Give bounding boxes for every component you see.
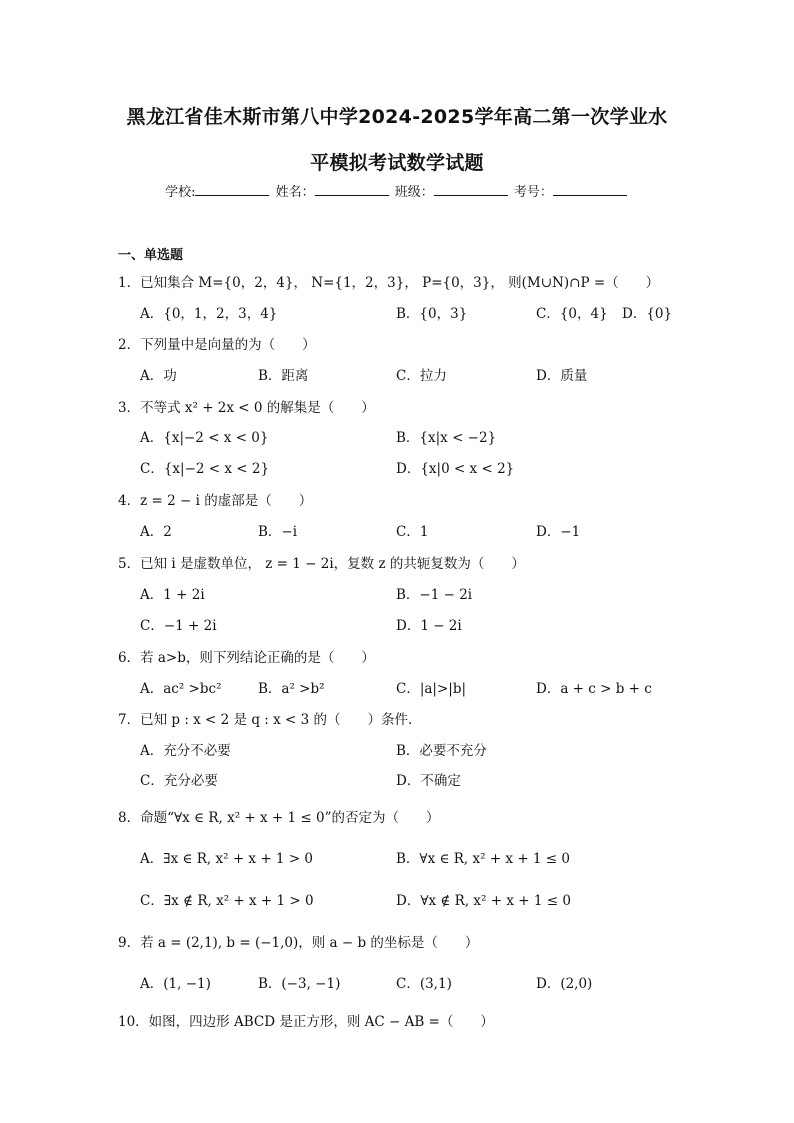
question-6-option-d: D．a + c > b + c <box>536 681 652 697</box>
question-3-option-c: C．{x|−2 < x < 2} <box>140 461 270 477</box>
school-label: 学校: <box>165 185 196 200</box>
question-1-option-a: A．{0，1，2，3，4} <box>140 306 278 322</box>
class-label: 班级： <box>394 185 434 200</box>
exam-number-label: 考号： <box>513 185 553 200</box>
school-blank <box>195 183 269 196</box>
exam-title-line2: 平模拟考试数学试题 <box>310 152 484 174</box>
question-1-option-b: B．{0，3} <box>396 306 468 322</box>
question-6-option-c: C．|a|>|b| <box>396 681 467 697</box>
question-4-stem: 4．z = 2 − i 的虚部是（ ） <box>118 493 313 509</box>
class-blank <box>434 183 508 196</box>
question-5-option-a: A．1 + 2i <box>140 587 205 603</box>
question-3-option-d: D．{x|0 < x < 2} <box>396 461 515 477</box>
question-8-option-c: C．∃x ∉ R, x² + x + 1 > 0 <box>140 893 314 909</box>
question-1-option-c: C．{0，4} <box>536 306 608 322</box>
question-9-option-d: D．(2,0) <box>536 976 593 992</box>
question-4-option-a: A．2 <box>140 524 172 540</box>
question-4-option-c: C．1 <box>396 524 429 540</box>
question-7-option-d: D．不确定 <box>396 773 461 789</box>
question-6-option-b: B．a² >b² <box>258 681 325 697</box>
question-4-option-d: D．−1 <box>536 524 581 540</box>
question-5-stem: 5．已知 i 是虚数单位， z = 1 − 2i，复数 z 的共轭复数为（ ） <box>118 556 525 572</box>
exam-title-line1: 黑龙江省佳木斯市第八中学2024-2025学年高二第一次学业水 <box>126 106 668 128</box>
question-9-stem: 9．若 a = (2,1), b = (−1,0)，则 a − b 的坐标是（ ） <box>118 935 479 951</box>
question-8-option-b: B．∀x ∈ R, x² + x + 1 ≤ 0 <box>396 851 571 867</box>
name-label: 姓名： <box>275 185 315 200</box>
question-3-option-b: B．{x|x < −2} <box>396 430 497 446</box>
question-9-option-c: C．(3,1) <box>396 976 452 992</box>
question-5-option-d: D．1 − 2i <box>396 618 462 634</box>
name-blank <box>315 183 389 196</box>
student-info-row <box>0 181 794 200</box>
question-2-option-a: A．功 <box>140 368 177 384</box>
question-10-stem: 10．如图，四边形 ABCD 是正方形，则 AC − AB =（ ） <box>118 1014 494 1030</box>
question-1-option-d: D．{0} <box>622 306 673 322</box>
question-9-option-a: A．(1, −1) <box>140 976 211 992</box>
question-9-option-b: B．(−3, −1) <box>258 976 341 992</box>
question-2-option-b: B．距离 <box>258 368 309 384</box>
question-6-stem: 6．若 a>b，则下列结论正确的是（ ） <box>118 650 375 666</box>
question-3-stem: 3．不等式 x² + 2x < 0 的解集是（ ） <box>118 400 375 416</box>
question-1-stem: 1．已知集合 M={0，2，4}， N={1，2，3}， P={0，3}， 则(M∪N)∩P =（ ） <box>118 275 660 291</box>
question-2-option-d: D．质量 <box>536 368 588 384</box>
question-6-option-a: A．ac² >bc² <box>140 681 222 697</box>
question-8-option-d: D．∀x ∉ R, x² + x + 1 ≤ 0 <box>396 893 571 909</box>
question-8-stem: 8．命题“∀x ∈ R, x² + x + 1 ≤ 0”的否定为（ ） <box>118 810 440 826</box>
section-heading: 一、单选题 <box>118 248 184 263</box>
question-7-stem: 7．已知 p : x < 2 是 q : x < 3 的（ ）条件. <box>118 712 413 728</box>
question-7-option-b: B．必要不充分 <box>396 743 487 759</box>
question-7-option-a: A．充分不必要 <box>140 743 231 759</box>
question-8-option-a: A．∃x ∈ R, x² + x + 1 > 0 <box>140 851 314 867</box>
question-2-stem: 2．下列量中是向量的为（ ） <box>118 337 316 353</box>
question-3-option-a: A．{x|−2 < x < 0} <box>140 430 269 446</box>
exam-number-blank <box>553 183 627 196</box>
question-2-option-c: C．拉力 <box>396 368 447 384</box>
question-5-option-c: C．−1 + 2i <box>140 618 217 634</box>
question-7-option-c: C．充分必要 <box>140 773 218 789</box>
question-5-option-b: B．−1 − 2i <box>396 587 473 603</box>
question-4-option-b: B．−i <box>258 524 298 540</box>
